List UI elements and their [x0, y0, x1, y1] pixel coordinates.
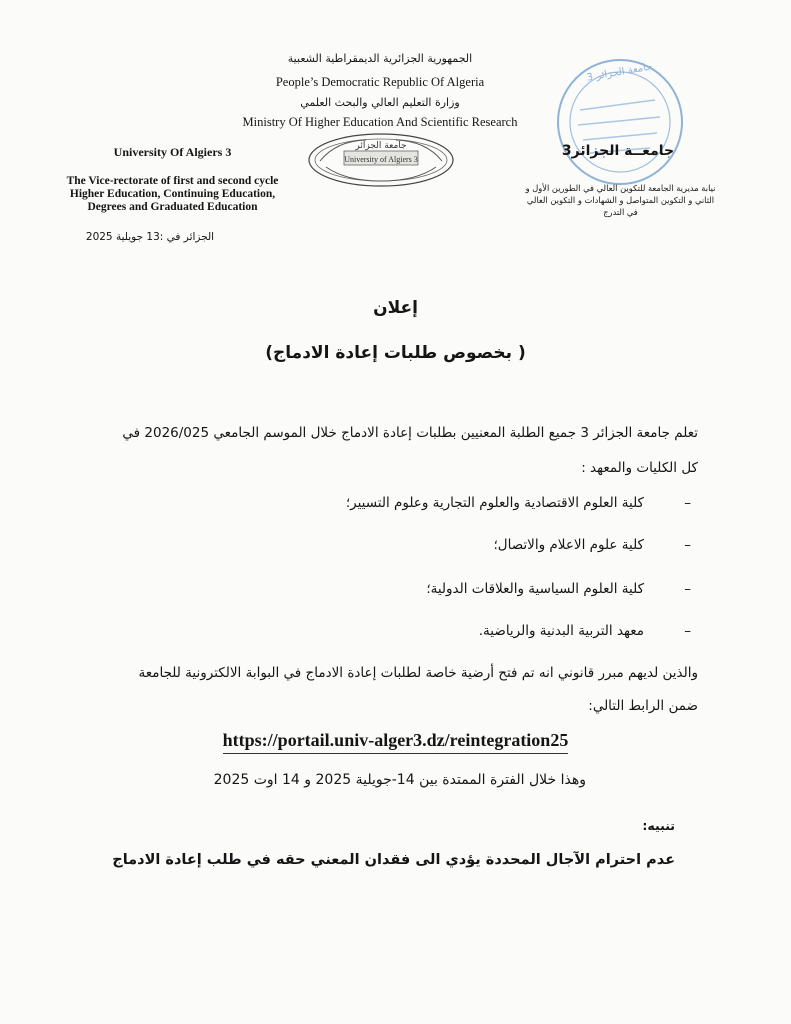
vice-rectorate-line1: The Vice-rectorate of first and second cycle: [66, 175, 279, 187]
official-stamp: [545, 55, 695, 190]
list-dash: –: [684, 495, 691, 511]
application-period: وهذا خلال الفترة الممتدة بين 14-جويلية 2025 و 14 اوت 2025: [213, 772, 586, 788]
vice-rectorate-line2: Higher Education, Continuing Education,: [69, 188, 276, 200]
right-header-block: [508, 182, 733, 218]
faculty-label: معهد التربية البدنية والرياضية.: [478, 623, 644, 639]
university-name-ar: جامعــة الجزائر3: [561, 143, 675, 159]
paragraph-line-1: والذين لديهم مبرر قانوني انه تم فتح أرضية خاصة لطلبات إعادة الادماج في البوابة الالكترونية للجامعة: [138, 665, 698, 681]
list-item: [116, 623, 691, 647]
university-name-en: University Of Algiers 3: [113, 145, 232, 159]
list-dash: –: [684, 537, 691, 553]
country-en: People’s Democratic Republic Of Algeria: [275, 75, 485, 89]
stamp-text: جامعة الجزائر 3: [585, 61, 654, 84]
list-dash: –: [684, 623, 691, 639]
paragraph-line-2: ضمن الرابط التالي:: [588, 698, 698, 714]
vice-rectorate-line3: Degrees and Graduated Education: [87, 201, 258, 213]
directorate-line3: في التدرج: [603, 207, 638, 217]
directorate-line2: الثاني و التكوين المتواصل و الشهادات و التكوين العالي: [526, 195, 715, 205]
left-header-block: [40, 146, 305, 214]
note-label: تنبيه:: [642, 818, 675, 833]
document-date: الجزائر في :13 جويلية 2025: [85, 231, 215, 243]
university-emblem: [306, 131, 456, 189]
list-dash: –: [684, 581, 691, 597]
ministry-en: Ministry Of Higher Education And Scientific Research: [242, 115, 518, 129]
country-ar: الجمهورية الجزائرية الديمقراطية الشعبية: [287, 52, 473, 65]
emblem-text-ar: جامعة الجزائر: [355, 141, 407, 151]
list-item: [116, 581, 691, 605]
reintegration-link-row: [0, 730, 791, 751]
directorate-line1: نيابة مديرية الجامعة للتكوين العالي في الطورين الأول و: [525, 183, 716, 193]
faculty-label: كلية علوم الاعلام والاتصال؛: [493, 537, 644, 553]
faculty-label: كلية العلوم الاقتصادية والعلوم التجارية وعلوم التسيير؛: [345, 495, 644, 511]
emblem-text-en: University of Algiers 3: [344, 155, 418, 164]
page-title: إعلان: [373, 298, 418, 318]
page-subtitle: ( بخصوص طلبات إعادة الادماج): [265, 343, 526, 363]
intro-line-2: كل الكليات والمعهد :: [581, 460, 698, 476]
faculty-label: كلية العلوم السياسية والعلاقات الدولية؛: [426, 581, 644, 597]
list-item: [116, 537, 691, 561]
list-item: [116, 495, 691, 519]
note-text: عدم احترام الآجال المحددة يؤدي الى فقدان المعني حقه في طلب إعادة الادماج: [112, 852, 675, 868]
reintegration-link[interactable]: https://portail.univ-alger3.dz/reintegration25: [223, 730, 569, 754]
ministry-ar: وزارة التعليم العالي والبحث العلمي: [300, 96, 460, 109]
intro-line-1: تعلم جامعة الجزائر 3 جميع الطلبة المعنيين بطلبات إعادة الادماج خلال الموسم الجامعي 2026/025 في: [122, 425, 698, 441]
